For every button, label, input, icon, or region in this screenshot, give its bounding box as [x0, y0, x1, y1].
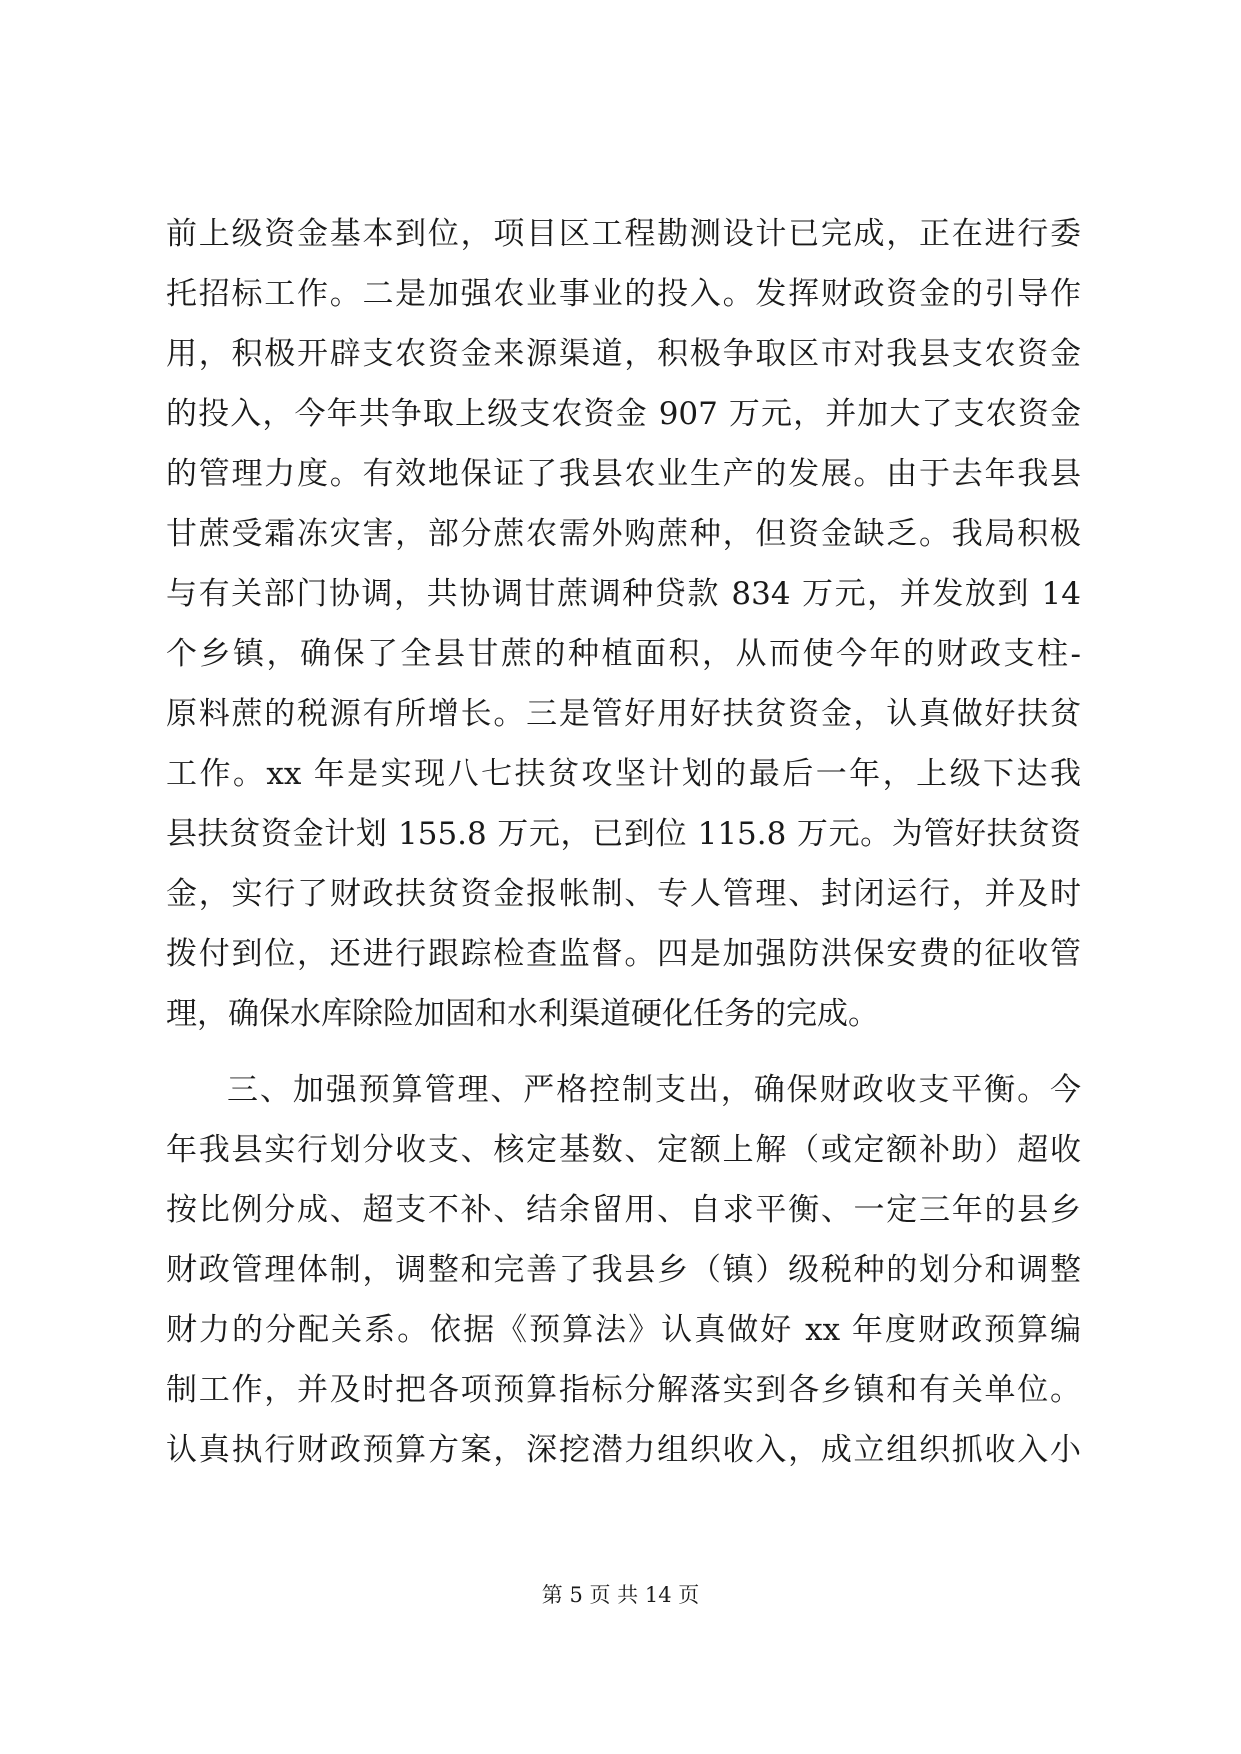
body-text-line: 制工作，并及时把各项预算指标分解落实到各乡镇和有关单位。: [166, 1372, 1081, 1408]
body-text-line: 个乡镇，确保了全县甘蔗的种植面积，从而使今年的财政支柱-: [166, 636, 1081, 672]
body-text-line: 工作。xx 年是实现八七扶贫攻坚计划的最后一年，上级下达我: [166, 756, 1081, 792]
body-text-line: 托招标工作。二是加强农业事业的投入。发挥财政资金的引导作: [166, 276, 1081, 312]
body-text-line: 年我县实行划分收支、核定基数、定额上解（或定额补助）超收: [166, 1132, 1081, 1168]
body-text-line: 的投入，今年共争取上级支农资金 907 万元，并加大了支农资金: [166, 396, 1081, 432]
body-text-line: 前上级资金基本到位，项目区工程勘测设计已完成，正在进行委: [166, 216, 1081, 252]
body-text-line: 的管理力度。有效地保证了我县农业生产的发展。由于去年我县: [166, 456, 1081, 492]
body-text-line: 金，实行了财政扶贫资金报帐制、专人管理、封闭运行，并及时: [166, 876, 1081, 912]
body-text-line: 与有关部门协调，共协调甘蔗调种贷款 834 万元，并发放到 14: [166, 576, 1081, 612]
body-text-line: 认真执行财政预算方案，深挖潜力组织收入，成立组织抓收入小: [166, 1432, 1081, 1468]
body-text-line: 按比例分成、超支不补、结余留用、自求平衡、一定三年的县乡: [166, 1192, 1081, 1228]
body-text-line: 理，确保水库除险加固和水利渠道硬化任务的完成。: [166, 996, 879, 1032]
body-text-line: 甘蔗受霜冻灾害，部分蔗农需外购蔗种，但资金缺乏。我局积极: [166, 516, 1081, 552]
paragraph-first-line: 三、加强预算管理、严格控制支出，确保财政收支平衡。今: [227, 1072, 1081, 1108]
body-text-line: 原料蔗的税源有所增长。三是管好用好扶贫资金，认真做好扶贫: [166, 696, 1081, 732]
body-text-line: 用，积极开辟支农资金来源渠道，积极争取区市对我县支农资金: [166, 336, 1081, 372]
body-text-line: 财力的分配关系。依据《预算法》认真做好 xx 年度财政预算编: [166, 1312, 1081, 1348]
body-text-line: 县扶贫资金计划 155.8 万元，已到位 115.8 万元。为管好扶贫资: [166, 816, 1081, 852]
body-text-line: 拨付到位，还进行跟踪检查监督。四是加强防洪保安费的征收管: [166, 936, 1081, 972]
page-number-footer: 第 5 页 共 14 页: [541, 1583, 700, 1607]
body-text-line: 财政管理体制，调整和完善了我县乡（镇）级税种的划分和调整: [166, 1252, 1081, 1288]
